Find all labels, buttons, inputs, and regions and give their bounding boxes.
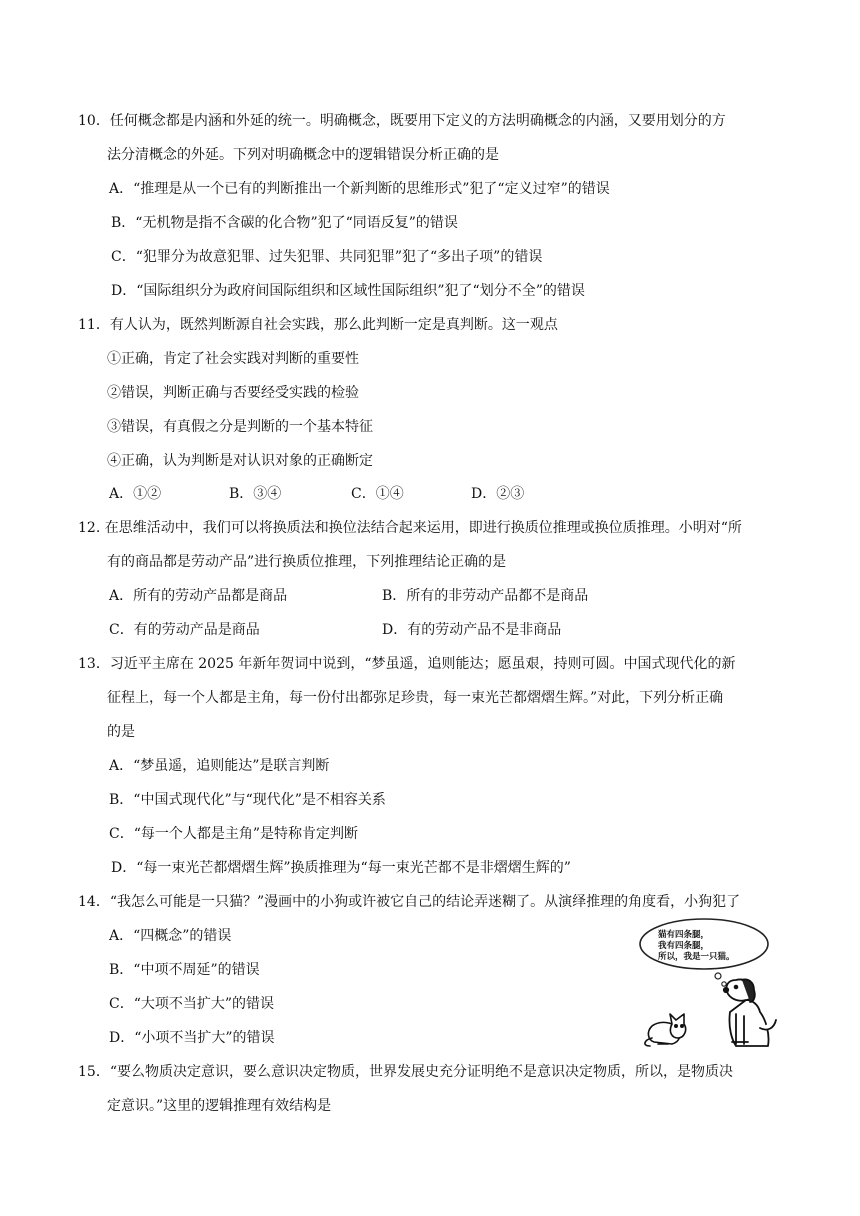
- q14-option-d: D．“小项不当扩大”的错误: [109, 1030, 275, 1046]
- q11-option-a: A．①②: [109, 486, 162, 502]
- q13-option-d: D．“每一束光芒都熠熠生辉”换质推理为“每一束光芒都不是非熠熠生辉的”: [111, 860, 571, 876]
- q11-statement-1: ①正确，肯定了社会实践对判断的重要性: [107, 351, 359, 367]
- q15-stem-line1: 15．“要么物质决定意识，要么意识决定物质，世界发展史充分证明绝不是意识决定物质，所以，是物质决: [78, 1064, 733, 1080]
- q14-stem: 14．“我怎么可能是一只猫？”漫画中的小狗或许被它自己的结论弄迷糊了。从演绎推理的角度看，小狗犯了: [78, 894, 741, 910]
- q11-stem: 11．有人认为，既然判断源自社会实践，那么此判断一定是真判断。这一观点: [78, 317, 558, 333]
- q13-option-b: B．“中国式现代化”与“现代化”是不相容关系: [109, 792, 386, 808]
- q10-option-c: C．“犯罪分为故意犯罪、过失犯罪、共同犯罪”犯了“多出子项”的错误: [111, 249, 543, 265]
- q15-stem-line2: 定意识。”这里的逻辑推理有效结构是: [107, 1098, 332, 1114]
- q11-option-b: B．③④: [229, 486, 282, 502]
- dog-figure: [724, 979, 776, 1046]
- q10-stem-line2: 法分清概念的外延。下列对明确概念中的逻辑错误分析正确的是: [107, 147, 499, 163]
- q12-option-b: B．所有的非劳动产品都不是商品: [382, 588, 589, 604]
- bubble-line-1: 猫有四条腿，: [658, 929, 710, 939]
- q11-option-c: C．①④: [351, 486, 404, 502]
- q12-option-c: C．有的劳动产品是商品: [109, 622, 260, 638]
- q11-option-d: D．②③: [471, 486, 525, 502]
- q13-option-c: C．“每一个人都是主角”是特称肯定判断: [109, 826, 359, 842]
- q14-option-b: B．“中项不周延”的错误: [109, 962, 260, 978]
- q13-stem-line1: 13．习近平主席在 2025 年新年贺词中说到，“梦虽遥，追则能达；愿虽艰，持则可圆。中国式现代化的新: [78, 656, 736, 672]
- q12-stem-line1: 12. 在思维活动中，我们可以将换质法和换位法结合起来运用，即进行换质位推理或换位质推理。小明对“所: [78, 520, 742, 536]
- q11-statement-3: ③错误，有真假之分是判断的一个基本特征: [107, 419, 373, 435]
- cat-figure: [645, 1014, 686, 1046]
- bubble-line-2: 我有四条腿，: [658, 940, 710, 950]
- q13-stem-line2: 征程上，每一个人都是主角，每一份付出都弥足珍贵，每一束光芒都熠熠生辉。”对此，下列分析正确: [107, 690, 724, 706]
- bubble-line-3: 所以，我是一只猫。: [658, 951, 735, 961]
- q10-stem-line1: 10．任何概念都是内涵和外延的统一。明确概念，既要用下定义的方法明确概念的内涵，又要用划分的方: [78, 113, 726, 129]
- q11-statement-2: ②错误，判断正确与否要经受实践的检验: [107, 385, 359, 401]
- dog-cat-cartoon: [632, 916, 782, 1050]
- q10-option-a: A．“推理是从一个已有的判断推出一个新判断的思维形式”犯了“定义过窄”的错误: [109, 181, 610, 197]
- q13-option-a: A．“梦虽遥，追则能达”是联言判断: [109, 758, 330, 774]
- q10-option-b: B．“无机物是指不含碳的化合物”犯了“同语反复”的错误: [111, 215, 458, 231]
- q13-stem-line3: 的是: [107, 724, 135, 740]
- q12-stem-line2: 有的商品都是劳动产品”进行换质位推理，下列推理结论正确的是: [107, 554, 507, 570]
- q11-statement-4: ④正确，认为判断是对认识对象的正确断定: [107, 453, 373, 469]
- q10-option-d: D．“国际组织分为政府间国际组织和区域性国际组织”犯了“划分不全”的错误: [111, 283, 585, 299]
- q12-option-d: D．有的劳动产品不是非商品: [382, 622, 562, 638]
- q14-option-c: C．“大项不当扩大”的错误: [109, 996, 275, 1012]
- q12-option-a: A．所有的劳动产品都是商品: [109, 588, 288, 604]
- q14-option-a: A．“四概念”的错误: [109, 928, 232, 944]
